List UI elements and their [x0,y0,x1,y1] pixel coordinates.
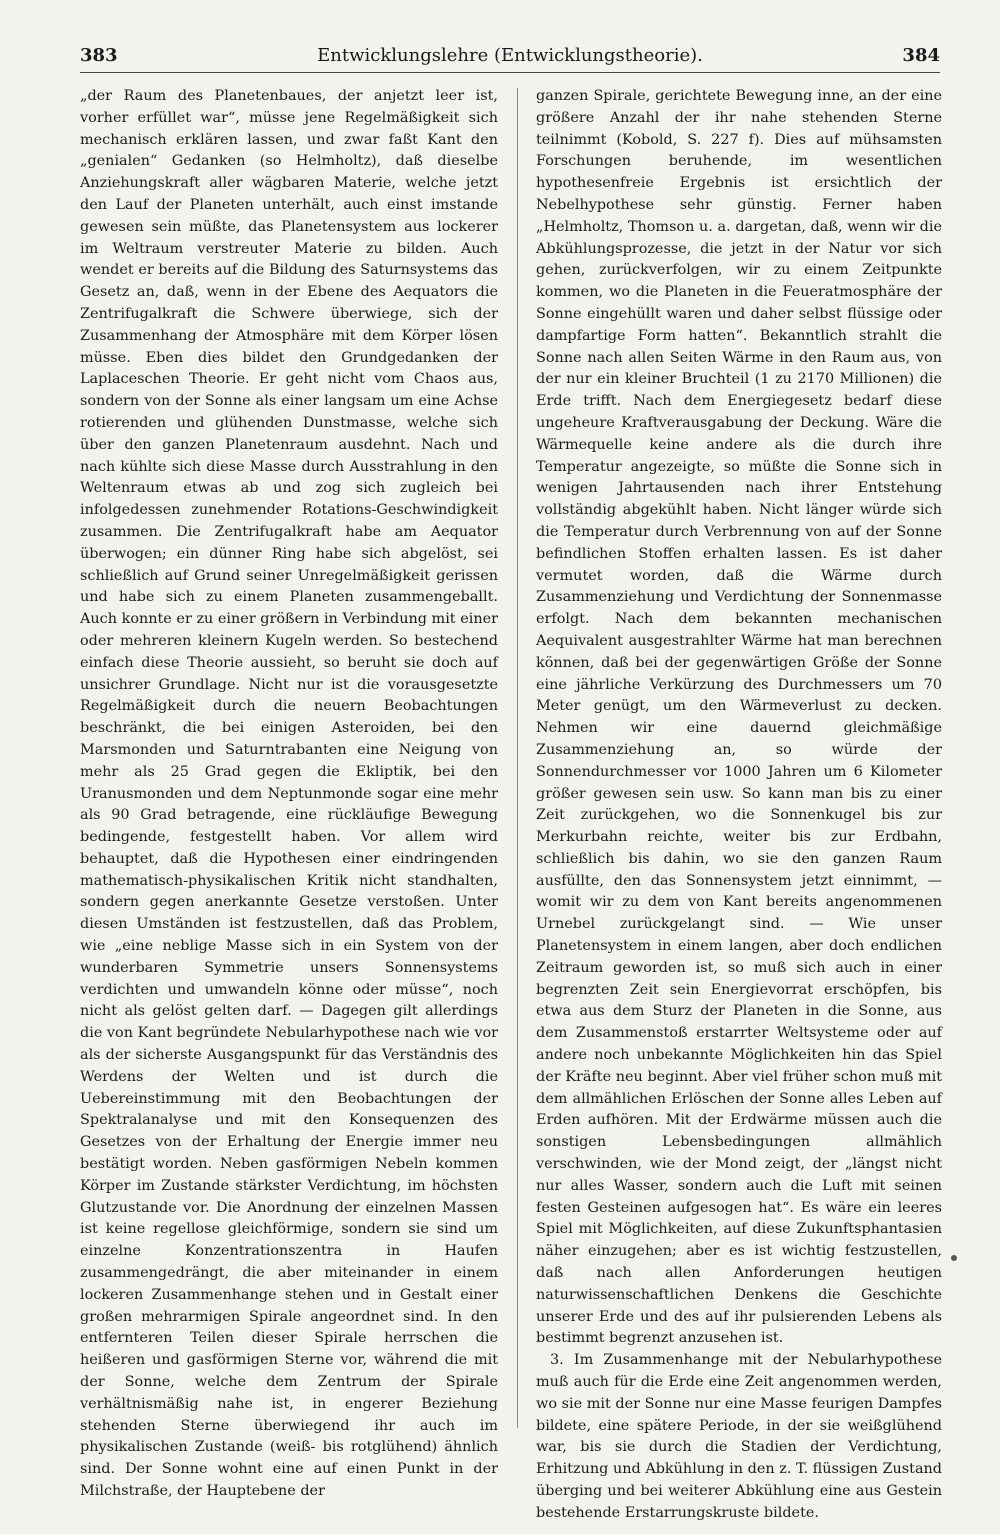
page-number-right: 384 [902,45,940,66]
left-paragraph-1: „der Raum des Planetenbaues, der anjetzt leer ist, vorher erfüllet war“, müsse jene Regelmäßigkeit sich mechanisch erklären lassen, und zwar faßt Kant den „genialen“ Gedanken (so Helmholtz), daß dieselbe Anziehungskraft aller wägbaren Materie, welche jetzt den Lauf der Planeten unterhält, auch einst imstande gewesen sein müßte, das Planetensystem aus lockerer im Weltraum verstreuter Materie zu bilden. Auch wendet er bereits auf die Bildung des Saturnsystems das Gesetz an, daß, wenn in der Ebene des Aequators die Zentrifugalkraft die Schwere überwiege, sich der Zusammenhang der Atmosphäre mit dem Körper lösen müsse. Eben dies bildet den Grundgedanken der Laplaceschen Theorie. Er geht nicht vom Chaos aus, sondern von der Sonne als einer langsam um eine Achse rotierenden und glühenden Dunstmasse, welche sich über den ganzen Planetenraum ausdehnt. Nach und nach kühlte sich diese Masse durch Ausstrahlung in den Weltenraum etwas ab und zog sich zugleich bei infolgedessen zunehmender Rotations-Geschwindigkeit zusammen. Die Zentrifugalkraft habe am Aequator überwogen; ein dünner Ring habe sich abgelöst, sei schließlich auf Grund seiner Unregelmäßigkeit gerissen und habe sich zu einem Planeten zusammengeballt. Auch konnte er zu einer größern in Verbindung mit einer oder mehreren kleinern Kugeln werden. So bestechend einfach diese Theorie aussieht, so beruht sie doch auf unsichrer Grundlage. Nicht nur ist die vorausgesetzte Regelmäßigkeit durch die neuern Beobachtungen beschränkt, die bei einigen Asteroiden, bei den Marsmonden und Saturntrabanten eine Neigung von mehr als 25 Grad gegen die Ekliptik, bei den Uranusmonden und dem Neptunmonde sogar eine mehr als 90 Grad betragende, eine rückläufige Bewegung bedingende, festgestellt haben. Vor allem wird behauptet, daß die Hypothesen einer eindringenden mathematisch-physikalischen Kritik nicht standhalten, sondern gegen anerkannte Gesetze verstoßen. Unter diesen Umständen ist festzustellen, daß das Problem, wie „eine neblige Masse sich in ein System von der wunderbaren Symmetrie unsers Sonnensystems verdichten und umwandeln könne oder müsse“, noch nicht als gelöst gelten darf. — Dagegen gilt allerdings die von Kant begründete Nebularhypothese nach wie vor als der sicherste Ausgangspunkt für das Verständnis des Werdens der Welten und ist durch die Uebereinstimmung mit den Beobachtungen der Spektralanalyse und mit den Konsequenzen des Gesetzes von der Erhaltung der Energie immer neu bestätigt worden. Neben gasförmigen Nebeln kommen Körper im Zustande stärkster Verdichtung, im höchsten Glutzustande vor. Die Anordnung der einzelnen Massen ist keine regellose gleichförmige, sondern sie sind um einzelne Konzentrationszentra in Haufen zusammengedrängt, die aber miteinander in einem lockeren Zusammenhange stehen und in Gestalt einer großen mehrarmigen Spirale angeordnet sind. In den entfernteren Teilen dieser Spirale herrschen die heißeren und gasförmigen Sterne vor, während die mit der Sonne, welche dem Zentrum der Spirale verhältnismäßig nahe ist, in engerer Beziehung stehenden Sterne überwiegend ihr auch im physikalischen Zustande (weiß- bis rotglühend) ähnlich sind. Der Sonne wohnt eine auf einen Punkt in der Milchstraße, der Hauptebene der [80,88,498,1499]
left-column [80,86,498,1499]
right-column [536,86,942,1521]
margin-mark [951,1255,957,1261]
running-title: Entwicklungslehre (Entwicklungstheorie). [317,45,703,66]
column-divider [517,88,518,1428]
running-header [80,42,940,72]
right-paragraph-2: 3. Im Zusammenhange mit der Nebularhypothese muß auch für die Erde eine Zeit angenommen werden, wo sie mit der Sonne nur eine Masse feurigen Dampfes bildete, eine spätere Periode, in der sie weißglühend war, bis sie durch die Stadien der Verdichtung, Erhitzung und Abkühlung in den z. T. flüssigen Zustand überging und bei weiterer Abkühlung eine aus Gestein bestehende Erstarrungskruste bildete. [536,1352,942,1521]
page-number-left: 383 [80,45,118,66]
right-paragraph-1: ganzen Spirale, gerichtete Bewegung inne, an der eine größere Anzahl der ihr nahe stehenden Sterne teilnimmt (Kobold, S. 227 f). Dies auf mühsamsten Forschungen beruhende, im wesentlichen hypothesenfreie Ergebnis ist ersichtlich der Nebelhypothese sehr günstig. Ferner haben „Helmholtz, Thomson u. a. dargetan, daß, wenn wir die Abkühlungsprozesse, die jetzt in der Natur vor sich gehen, zurückverfolgen, wir zu einem Zeitpunkte kommen, wo die Planeten in die Feueratmosphäre der Sonne eingehüllt waren und daher selbst flüssige oder dampfartige Form hatten“. Bekanntlich strahlt die Sonne nach allen Seiten Wärme in den Raum aus, von der nur ein kleiner Bruchteil (1 zu 2170 Millionen) die Erde trifft. Nach dem Energiegesetz bedarf diese ungeheure Kraftverausgabung der Deckung. Wäre die Wärmequelle keine andere als die durch ihre Temperatur angezeigte, so müßte die Sonne sich in wenigen Jahrtausenden nach ihrer Entstehung vollständig abgekühlt haben. Nicht länger würde sich die Temperatur durch Verbrennung von auf der Sonne befindlichen Stoffen erhalten lassen. Es ist daher vermutet worden, daß die Wärme durch Zusammenziehung und Verdichtung der Sonnenmasse erfolgt. Nach dem bekannten mechanischen Aequivalent ausgestrahlter Wärme hat man berechnen können, daß bei der gegenwärtigen Größe der Sonne eine jährliche Verkürzung des Durchmessers um 70 Meter genügt, um den Wärmeverlust zu decken. Nehmen wir eine dauernd gleichmäßige Zusammenziehung an, so würde der Sonnendurchmesser vor 1000 Jahren um 6 Kilometer größer gewesen sein usw. So kann man bis zu einer Zeit zurückgehen, wo die Sonnenkugel bis zur Merkurbahn reichte, weiter bis zur Erdbahn, schließlich bis dahin, wo sie den ganzen Raum ausfüllte, den das Sonnensystem jetzt einnimmt, — womit wir zu dem von Kant bereits angenommenen Urnebel zurückgelangt sind. — Wie unser Planetensystem in einem langen, aber doch endlichen Zeitraum geworden ist, so muß sich auch in einer begrenzten Zeit sein Energievorrat erschöpfen, bis etwa aus dem Sturz der Planeten in die Sonne, aus dem Zusammenstoß erstarrter Weltsysteme oder auf andere noch unbekannte Möglichkeiten hin das Spiel der Kräfte neu beginnt. Aber viel früher schon muß mit dem allmählichen Erlöschen der Sonne alles Leben auf Erden aufhören. Mit der Erdwärme müssen auch die sonstigen Lebensbedingungen allmählich verschwinden, wie der Mond zeigt, der „längst nicht nur alles Wasser, sondern auch die Luft mit seinen festen Gesteinen aufgesogen hat“. Es wäre ein leeres Spiel mit Möglichkeiten, auf diese Zukunftsphantasien näher einzugehen; aber es ist wichtig festzustellen, daß nach allen Anforderungen heutigen naturwissenschaftlichen Denkens die Geschichte unserer Erde und des auf ihr pulsierenden Lebens als bestimmt begrenzt anzusehen ist. [536,88,942,1347]
header-rule [80,72,940,73]
